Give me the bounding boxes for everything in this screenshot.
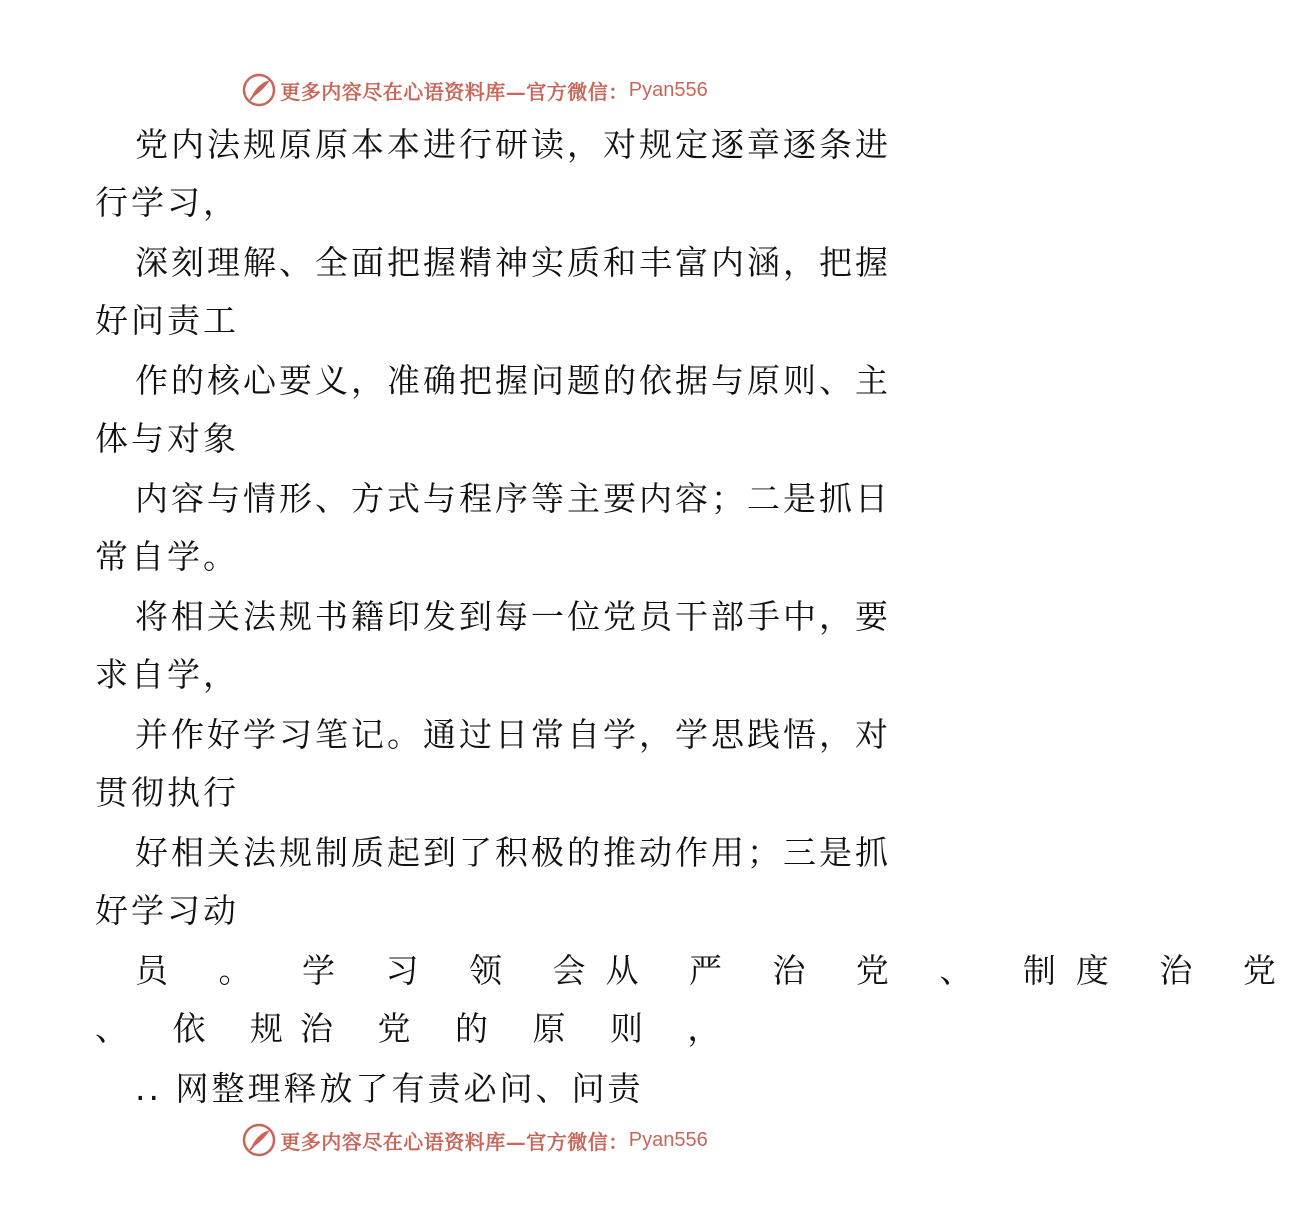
header-banner [0, 70, 950, 110]
body-line: 将相关法规书籍印发到每一位党员干部手中，要 [135, 597, 891, 636]
body-line: 常自学。 [95, 537, 239, 576]
footer-brand-id: Pyan556 [628, 1128, 708, 1151]
body-line: 贯彻执行 [95, 773, 239, 812]
footer-banner [0, 1120, 950, 1160]
header-brand-id: Pyan556 [628, 78, 708, 101]
body-line: 行学习， [95, 183, 239, 222]
body-line: 内容与情形、方式与程序等主要内容；二是抓日 [135, 479, 891, 518]
body-line: 求自学， [95, 655, 239, 694]
body-line: 体与对象 [95, 419, 239, 458]
body-line: 并作好学习笔记。通过日常自学，学思践悟，对 [135, 715, 891, 754]
body-line: 作的核心要义，准确把握问题的依据与原则、主 [135, 361, 891, 400]
body-line: 好相关法规制质起到了积极的推动作用；三是抓 [135, 833, 891, 872]
header-brand-text: 更多内容尽在心语资料库—官方微信： [280, 79, 629, 104]
footer-brand-text: 更多内容尽在心语资料库—官方微信： [280, 1129, 629, 1154]
body-line: .. 网整理释放了有责必问、问责 [135, 1069, 644, 1108]
body-line: 好学习动 [95, 891, 239, 930]
body-line: 员 。 学 习 领 会从 严 治 党 、 制度 治 党 [135, 951, 1296, 990]
body-line: 深刻理解、全面把握精神实质和丰富内涵，把握 [135, 243, 891, 282]
feather-pen-icon [242, 1123, 276, 1157]
body-line: 、 依 规治 党 的 原 则 ， [95, 1009, 738, 1048]
feather-pen-icon [242, 73, 276, 107]
body-line: 好问责工 [95, 301, 239, 340]
body-line: 党内法规原原本本进行研读，对规定逐章逐条进 [135, 125, 891, 164]
